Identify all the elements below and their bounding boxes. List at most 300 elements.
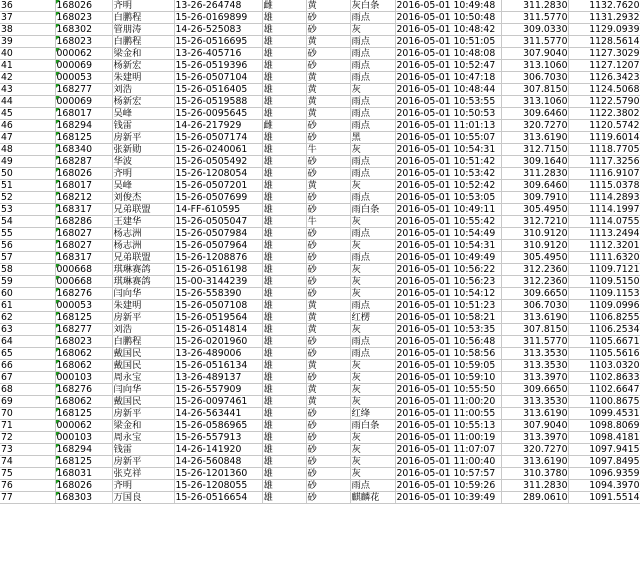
eye-color-cell[interactable]: 牛 bbox=[306, 144, 350, 156]
member-id-cell[interactable]: 168317 bbox=[55, 204, 112, 216]
owner-name-cell[interactable]: 房新平 bbox=[112, 132, 174, 144]
ring-number-cell[interactable]: 15-26-0516134 bbox=[174, 360, 262, 372]
owner-name-cell[interactable]: 刘浩 bbox=[112, 84, 174, 96]
ring-number-cell[interactable]: 15-26-1201360 bbox=[174, 468, 262, 480]
member-id-cell[interactable]: 168026 bbox=[55, 480, 112, 492]
arrival-time-cell[interactable]: 2016-05-01 10:48:42 bbox=[395, 24, 501, 36]
table-row[interactable] bbox=[0, 48, 640, 60]
speed-cell[interactable]: 1102.8633 bbox=[568, 372, 640, 384]
table-row[interactable] bbox=[0, 36, 640, 48]
speed-cell[interactable]: 1132.7620 bbox=[568, 0, 640, 12]
speed-cell[interactable]: 1120.5742 bbox=[568, 120, 640, 132]
arrival-time-cell[interactable]: 2016-05-01 10:55:50 bbox=[395, 384, 501, 396]
owner-name-cell[interactable]: 杨新宏 bbox=[112, 60, 174, 72]
feather-color-cell[interactable]: 雨点 bbox=[350, 192, 395, 204]
table-row[interactable] bbox=[0, 240, 640, 252]
ring-number-cell[interactable]: 13-26-489006 bbox=[174, 348, 262, 360]
speed-cell[interactable]: 1127.1207 bbox=[568, 60, 640, 72]
sex-cell[interactable]: 雄 bbox=[262, 396, 306, 408]
speed-cell[interactable]: 1097.8495 bbox=[568, 456, 640, 468]
ring-number-cell[interactable]: 14-FF-610595 bbox=[174, 204, 262, 216]
speed-cell[interactable]: 1114.1997 bbox=[568, 204, 640, 216]
rank-cell[interactable]: 36 bbox=[0, 0, 55, 12]
table-row[interactable] bbox=[0, 480, 640, 492]
distance-cell[interactable]: 309.1640 bbox=[501, 156, 568, 168]
owner-name-cell[interactable]: 闫向华 bbox=[112, 384, 174, 396]
speed-cell[interactable]: 1098.8069 bbox=[568, 420, 640, 432]
owner-name-cell[interactable]: 杨志洲 bbox=[112, 240, 174, 252]
member-id-cell[interactable]: 168294 bbox=[55, 444, 112, 456]
ring-number-cell[interactable]: 15-26-0514814 bbox=[174, 324, 262, 336]
table-row[interactable] bbox=[0, 348, 640, 360]
speed-cell[interactable]: 1112.3201 bbox=[568, 240, 640, 252]
arrival-time-cell[interactable]: 2016-05-01 10:47:18 bbox=[395, 72, 501, 84]
owner-name-cell[interactable]: 房新平 bbox=[112, 408, 174, 420]
distance-cell[interactable]: 289.0610 bbox=[501, 492, 568, 504]
distance-cell[interactable]: 305.4950 bbox=[501, 204, 568, 216]
rank-cell[interactable]: 61 bbox=[0, 300, 55, 312]
arrival-time-cell[interactable]: 2016-05-01 10:54:31 bbox=[395, 144, 501, 156]
rank-cell[interactable]: 74 bbox=[0, 456, 55, 468]
distance-cell[interactable]: 313.3530 bbox=[501, 396, 568, 408]
arrival-time-cell[interactable]: 2016-05-01 10:54:31 bbox=[395, 240, 501, 252]
member-id-cell[interactable]: 168026 bbox=[55, 168, 112, 180]
distance-cell[interactable]: 311.2830 bbox=[501, 480, 568, 492]
distance-cell[interactable]: 313.3530 bbox=[501, 348, 568, 360]
distance-cell[interactable]: 307.8150 bbox=[501, 84, 568, 96]
eye-color-cell[interactable]: 砂 bbox=[306, 492, 350, 504]
feather-color-cell[interactable]: 灰 bbox=[350, 180, 395, 192]
table-row[interactable] bbox=[0, 408, 640, 420]
arrival-time-cell[interactable]: 2016-05-01 11:00:55 bbox=[395, 408, 501, 420]
speed-cell[interactable]: 1116.9107 bbox=[568, 168, 640, 180]
distance-cell[interactable]: 307.9040 bbox=[501, 420, 568, 432]
distance-cell[interactable]: 309.6460 bbox=[501, 180, 568, 192]
distance-cell[interactable]: 311.5770 bbox=[501, 336, 568, 348]
owner-name-cell[interactable]: 周永宝 bbox=[112, 432, 174, 444]
table-row[interactable] bbox=[0, 180, 640, 192]
sex-cell[interactable]: 雄 bbox=[262, 384, 306, 396]
arrival-time-cell[interactable]: 2016-05-01 10:39:49 bbox=[395, 492, 501, 504]
rank-cell[interactable]: 48 bbox=[0, 144, 55, 156]
member-id-cell[interactable]: 168125 bbox=[55, 132, 112, 144]
table-row[interactable] bbox=[0, 276, 640, 288]
table-row[interactable] bbox=[0, 60, 640, 72]
rank-cell[interactable]: 51 bbox=[0, 180, 55, 192]
arrival-time-cell[interactable]: 2016-05-01 10:52:42 bbox=[395, 180, 501, 192]
owner-name-cell[interactable]: 闫向华 bbox=[112, 288, 174, 300]
speed-cell[interactable]: 1097.9415 bbox=[568, 444, 640, 456]
speed-cell[interactable]: 1109.7121 bbox=[568, 264, 640, 276]
eye-color-cell[interactable]: 砂 bbox=[306, 12, 350, 24]
eye-color-cell[interactable]: 砂 bbox=[306, 192, 350, 204]
member-id-cell[interactable]: 168023 bbox=[55, 12, 112, 24]
sex-cell[interactable]: 雄 bbox=[262, 420, 306, 432]
eye-color-cell[interactable]: 砂 bbox=[306, 48, 350, 60]
rank-cell[interactable]: 40 bbox=[0, 48, 55, 60]
rank-cell[interactable]: 58 bbox=[0, 264, 55, 276]
rank-cell[interactable]: 77 bbox=[0, 492, 55, 504]
distance-cell[interactable]: 309.6650 bbox=[501, 384, 568, 396]
eye-color-cell[interactable]: 砂 bbox=[306, 252, 350, 264]
distance-cell[interactable]: 313.3970 bbox=[501, 372, 568, 384]
eye-color-cell[interactable]: 砂 bbox=[306, 348, 350, 360]
rank-cell[interactable]: 50 bbox=[0, 168, 55, 180]
table-row[interactable] bbox=[0, 312, 640, 324]
owner-name-cell[interactable]: 杨新宏 bbox=[112, 96, 174, 108]
eye-color-cell[interactable]: 黄 bbox=[306, 36, 350, 48]
eye-color-cell[interactable]: 砂 bbox=[306, 156, 350, 168]
distance-cell[interactable]: 307.8150 bbox=[501, 324, 568, 336]
rank-cell[interactable]: 41 bbox=[0, 60, 55, 72]
rank-cell[interactable]: 65 bbox=[0, 348, 55, 360]
sex-cell[interactable]: 雄 bbox=[262, 72, 306, 84]
distance-cell[interactable]: 312.7210 bbox=[501, 216, 568, 228]
table-row[interactable] bbox=[0, 132, 640, 144]
owner-name-cell[interactable]: 刘俊杰 bbox=[112, 192, 174, 204]
feather-color-cell[interactable]: 灰 bbox=[350, 84, 395, 96]
arrival-time-cell[interactable]: 2016-05-01 10:54:49 bbox=[395, 228, 501, 240]
distance-cell[interactable]: 313.6190 bbox=[501, 312, 568, 324]
owner-name-cell[interactable]: 朱建明 bbox=[112, 72, 174, 84]
ring-number-cell[interactable]: 15-26-557913 bbox=[174, 432, 262, 444]
member-id-cell[interactable]: 000668 bbox=[55, 264, 112, 276]
feather-color-cell[interactable]: 灰 bbox=[350, 144, 395, 156]
member-id-cell[interactable]: 168212 bbox=[55, 192, 112, 204]
arrival-time-cell[interactable]: 2016-05-01 10:51:42 bbox=[395, 156, 501, 168]
feather-color-cell[interactable]: 麒麟花 bbox=[350, 492, 395, 504]
member-id-cell[interactable]: 168017 bbox=[55, 108, 112, 120]
owner-name-cell[interactable]: 兄弟联盟 bbox=[112, 204, 174, 216]
sex-cell[interactable]: 雄 bbox=[262, 36, 306, 48]
sex-cell[interactable]: 雄 bbox=[262, 492, 306, 504]
member-id-cell[interactable]: 168287 bbox=[55, 156, 112, 168]
sex-cell[interactable]: 雄 bbox=[262, 60, 306, 72]
arrival-time-cell[interactable]: 2016-05-01 10:52:47 bbox=[395, 60, 501, 72]
rank-cell[interactable]: 42 bbox=[0, 72, 55, 84]
speed-cell[interactable]: 1122.3802 bbox=[568, 108, 640, 120]
speed-cell[interactable]: 1111.6320 bbox=[568, 252, 640, 264]
speed-cell[interactable]: 1124.5068 bbox=[568, 84, 640, 96]
owner-name-cell[interactable]: 房新平 bbox=[112, 312, 174, 324]
owner-name-cell[interactable]: 白鹏程 bbox=[112, 336, 174, 348]
sex-cell[interactable]: 雄 bbox=[262, 144, 306, 156]
table-row[interactable] bbox=[0, 420, 640, 432]
arrival-time-cell[interactable]: 2016-05-01 11:00:20 bbox=[395, 396, 501, 408]
member-id-cell[interactable]: 000053 bbox=[55, 300, 112, 312]
eye-color-cell[interactable]: 砂 bbox=[306, 420, 350, 432]
ring-number-cell[interactable]: 15-26-0519588 bbox=[174, 96, 262, 108]
feather-color-cell[interactable]: 雨点 bbox=[350, 108, 395, 120]
rank-cell[interactable]: 63 bbox=[0, 324, 55, 336]
table-row[interactable] bbox=[0, 204, 640, 216]
owner-name-cell[interactable]: 杨志洲 bbox=[112, 228, 174, 240]
sex-cell[interactable]: 雄 bbox=[262, 300, 306, 312]
table-row[interactable] bbox=[0, 264, 640, 276]
member-id-cell[interactable]: 168031 bbox=[55, 468, 112, 480]
speed-cell[interactable]: 1098.4181 bbox=[568, 432, 640, 444]
table-row[interactable] bbox=[0, 24, 640, 36]
speed-cell[interactable]: 1109.5150 bbox=[568, 276, 640, 288]
table-row[interactable] bbox=[0, 0, 640, 12]
sex-cell[interactable]: 雄 bbox=[262, 216, 306, 228]
speed-cell[interactable]: 1105.5616 bbox=[568, 348, 640, 360]
sex-cell[interactable]: 雄 bbox=[262, 168, 306, 180]
ring-number-cell[interactable]: 15-26-0240061 bbox=[174, 144, 262, 156]
member-id-cell[interactable]: 168125 bbox=[55, 456, 112, 468]
speed-cell[interactable]: 1119.6014 bbox=[568, 132, 640, 144]
owner-name-cell[interactable]: 王建华 bbox=[112, 216, 174, 228]
rank-cell[interactable]: 70 bbox=[0, 408, 55, 420]
speed-cell[interactable]: 1094.3970 bbox=[568, 480, 640, 492]
member-id-cell[interactable]: 000062 bbox=[55, 420, 112, 432]
table-row[interactable] bbox=[0, 432, 640, 444]
eye-color-cell[interactable]: 砂 bbox=[306, 60, 350, 72]
feather-color-cell[interactable]: 雨点 bbox=[350, 96, 395, 108]
ring-number-cell[interactable]: 14-26-217929 bbox=[174, 120, 262, 132]
rank-cell[interactable]: 52 bbox=[0, 192, 55, 204]
distance-cell[interactable]: 310.9120 bbox=[501, 240, 568, 252]
speed-cell[interactable]: 1113.2494 bbox=[568, 228, 640, 240]
speed-cell[interactable]: 1117.3256 bbox=[568, 156, 640, 168]
sex-cell[interactable]: 雄 bbox=[262, 432, 306, 444]
feather-color-cell[interactable]: 灰白条 bbox=[350, 0, 395, 12]
feather-color-cell[interactable]: 灰 bbox=[350, 216, 395, 228]
member-id-cell[interactable]: 168340 bbox=[55, 144, 112, 156]
sex-cell[interactable]: 雄 bbox=[262, 132, 306, 144]
table-row[interactable] bbox=[0, 156, 640, 168]
owner-name-cell[interactable]: 钱雷 bbox=[112, 120, 174, 132]
ring-number-cell[interactable]: 15-26-0516654 bbox=[174, 492, 262, 504]
eye-color-cell[interactable]: 砂 bbox=[306, 372, 350, 384]
feather-color-cell[interactable]: 雨点 bbox=[350, 336, 395, 348]
feather-color-cell[interactable]: 灰 bbox=[350, 264, 395, 276]
owner-name-cell[interactable]: 吴峰 bbox=[112, 108, 174, 120]
distance-cell[interactable]: 313.1060 bbox=[501, 60, 568, 72]
member-id-cell[interactable]: 000062 bbox=[55, 48, 112, 60]
table-row[interactable] bbox=[0, 468, 640, 480]
table-row[interactable] bbox=[0, 252, 640, 264]
eye-color-cell[interactable]: 黄 bbox=[306, 396, 350, 408]
sex-cell[interactable]: 雄 bbox=[262, 12, 306, 24]
ring-number-cell[interactable]: 15-26-0516695 bbox=[174, 36, 262, 48]
ring-number-cell[interactable]: 15-26-0507104 bbox=[174, 72, 262, 84]
arrival-time-cell[interactable]: 2016-05-01 10:59:05 bbox=[395, 360, 501, 372]
table-row[interactable] bbox=[0, 72, 640, 84]
table-row[interactable] bbox=[0, 120, 640, 132]
eye-color-cell[interactable]: 砂 bbox=[306, 336, 350, 348]
speed-cell[interactable]: 1100.8675 bbox=[568, 396, 640, 408]
feather-color-cell[interactable]: 灰 bbox=[350, 372, 395, 384]
member-id-cell[interactable]: 168277 bbox=[55, 84, 112, 96]
sex-cell[interactable]: 雄 bbox=[262, 348, 306, 360]
arrival-time-cell[interactable]: 2016-05-01 10:55:13 bbox=[395, 420, 501, 432]
distance-cell[interactable]: 306.7030 bbox=[501, 300, 568, 312]
sex-cell[interactable]: 雄 bbox=[262, 336, 306, 348]
eye-color-cell[interactable]: 黄 bbox=[306, 0, 350, 12]
eye-color-cell[interactable]: 砂 bbox=[306, 276, 350, 288]
rank-cell[interactable]: 57 bbox=[0, 252, 55, 264]
speed-cell[interactable]: 1091.5514 bbox=[568, 492, 640, 504]
sex-cell[interactable]: 雄 bbox=[262, 24, 306, 36]
member-id-cell[interactable]: 168303 bbox=[55, 492, 112, 504]
rank-cell[interactable]: 53 bbox=[0, 204, 55, 216]
ring-number-cell[interactable]: 13-26-489137 bbox=[174, 372, 262, 384]
speed-cell[interactable]: 1106.8255 bbox=[568, 312, 640, 324]
table-row[interactable] bbox=[0, 12, 640, 24]
arrival-time-cell[interactable]: 2016-05-01 10:53:42 bbox=[395, 168, 501, 180]
table-row[interactable] bbox=[0, 144, 640, 156]
table-row[interactable] bbox=[0, 300, 640, 312]
feather-color-cell[interactable]: 雨点 bbox=[350, 72, 395, 84]
sex-cell[interactable]: 雄 bbox=[262, 288, 306, 300]
arrival-time-cell[interactable]: 2016-05-01 11:00:19 bbox=[395, 432, 501, 444]
ring-number-cell[interactable]: 15-26-0097461 bbox=[174, 396, 262, 408]
arrival-time-cell[interactable]: 2016-05-01 10:58:21 bbox=[395, 312, 501, 324]
speed-cell[interactable]: 1129.0939 bbox=[568, 24, 640, 36]
feather-color-cell[interactable]: 雨点 bbox=[350, 168, 395, 180]
feather-color-cell[interactable]: 灰 bbox=[350, 360, 395, 372]
distance-cell[interactable]: 310.3780 bbox=[501, 468, 568, 480]
ring-number-cell[interactable]: 15-26-0505047 bbox=[174, 216, 262, 228]
sex-cell[interactable]: 雄 bbox=[262, 180, 306, 192]
distance-cell[interactable]: 309.6460 bbox=[501, 108, 568, 120]
eye-color-cell[interactable]: 牛 bbox=[306, 216, 350, 228]
rank-cell[interactable]: 56 bbox=[0, 240, 55, 252]
ring-number-cell[interactable]: 15-26-1208054 bbox=[174, 168, 262, 180]
sex-cell[interactable]: 雄 bbox=[262, 204, 306, 216]
arrival-time-cell[interactable]: 2016-05-01 10:49:49 bbox=[395, 252, 501, 264]
owner-name-cell[interactable]: 戴国民 bbox=[112, 360, 174, 372]
distance-cell[interactable]: 309.6650 bbox=[501, 288, 568, 300]
owner-name-cell[interactable]: 兄弟联盟 bbox=[112, 252, 174, 264]
sex-cell[interactable]: 雄 bbox=[262, 264, 306, 276]
eye-color-cell[interactable]: 砂 bbox=[306, 264, 350, 276]
sex-cell[interactable]: 雄 bbox=[262, 84, 306, 96]
owner-name-cell[interactable]: 钱雷 bbox=[112, 444, 174, 456]
feather-color-cell[interactable]: 雨点 bbox=[350, 156, 395, 168]
sex-cell[interactable]: 雄 bbox=[262, 372, 306, 384]
member-id-cell[interactable]: 168027 bbox=[55, 240, 112, 252]
distance-cell[interactable]: 306.7030 bbox=[501, 72, 568, 84]
ring-number-cell[interactable]: 15-26-0516405 bbox=[174, 84, 262, 96]
rank-cell[interactable]: 44 bbox=[0, 96, 55, 108]
ring-number-cell[interactable]: 13-26-405716 bbox=[174, 48, 262, 60]
eye-color-cell[interactable]: 黄 bbox=[306, 384, 350, 396]
eye-color-cell[interactable]: 砂 bbox=[306, 480, 350, 492]
ring-number-cell[interactable]: 15-26-0169899 bbox=[174, 12, 262, 24]
member-id-cell[interactable]: 168026 bbox=[55, 0, 112, 12]
ring-number-cell[interactable]: 15-26-1208055 bbox=[174, 480, 262, 492]
feather-color-cell[interactable]: 雨点 bbox=[350, 36, 395, 48]
ring-number-cell[interactable]: 15-26-0519564 bbox=[174, 312, 262, 324]
ring-number-cell[interactable]: 14-26-560848 bbox=[174, 456, 262, 468]
ring-number-cell[interactable]: 15-00-3144239 bbox=[174, 276, 262, 288]
sex-cell[interactable]: 雄 bbox=[262, 480, 306, 492]
table-row[interactable] bbox=[0, 216, 640, 228]
ring-number-cell[interactable]: 15-26-0507699 bbox=[174, 192, 262, 204]
member-id-cell[interactable]: 168125 bbox=[55, 408, 112, 420]
owner-name-cell[interactable]: 白鹏程 bbox=[112, 36, 174, 48]
owner-name-cell[interactable]: 琪琳赛鸽 bbox=[112, 264, 174, 276]
arrival-time-cell[interactable]: 2016-05-01 10:53:35 bbox=[395, 324, 501, 336]
ring-number-cell[interactable]: 15-26-0095645 bbox=[174, 108, 262, 120]
sex-cell[interactable]: 雄 bbox=[262, 192, 306, 204]
ring-number-cell[interactable]: 15-26-0201960 bbox=[174, 336, 262, 348]
ring-number-cell[interactable]: 14-26-525083 bbox=[174, 24, 262, 36]
distance-cell[interactable]: 312.7150 bbox=[501, 144, 568, 156]
feather-color-cell[interactable]: 灰 bbox=[350, 24, 395, 36]
feather-color-cell[interactable]: 雨白条 bbox=[350, 420, 395, 432]
owner-name-cell[interactable]: 齐明 bbox=[112, 0, 174, 12]
member-id-cell[interactable]: 168294 bbox=[55, 120, 112, 132]
distance-cell[interactable]: 311.2830 bbox=[501, 0, 568, 12]
arrival-time-cell[interactable]: 2016-05-01 10:55:42 bbox=[395, 216, 501, 228]
rank-cell[interactable]: 39 bbox=[0, 36, 55, 48]
arrival-time-cell[interactable]: 2016-05-01 10:48:44 bbox=[395, 84, 501, 96]
ring-number-cell[interactable]: 15-26-0507174 bbox=[174, 132, 262, 144]
rank-cell[interactable]: 76 bbox=[0, 480, 55, 492]
rank-cell[interactable]: 46 bbox=[0, 120, 55, 132]
ring-number-cell[interactable]: 15-26-0519396 bbox=[174, 60, 262, 72]
speed-cell[interactable]: 1128.5614 bbox=[568, 36, 640, 48]
member-id-cell[interactable]: 168027 bbox=[55, 228, 112, 240]
distance-cell[interactable]: 309.7910 bbox=[501, 192, 568, 204]
arrival-time-cell[interactable]: 2016-05-01 10:49:11 bbox=[395, 204, 501, 216]
table-row[interactable] bbox=[0, 108, 640, 120]
member-id-cell[interactable]: 168062 bbox=[55, 348, 112, 360]
speed-cell[interactable]: 1115.0378 bbox=[568, 180, 640, 192]
arrival-time-cell[interactable]: 2016-05-01 11:07:07 bbox=[395, 444, 501, 456]
speed-cell[interactable]: 1109.0996 bbox=[568, 300, 640, 312]
eye-color-cell[interactable]: 砂 bbox=[306, 444, 350, 456]
distance-cell[interactable]: 313.3970 bbox=[501, 432, 568, 444]
sex-cell[interactable]: 雄 bbox=[262, 252, 306, 264]
member-id-cell[interactable]: 168062 bbox=[55, 396, 112, 408]
ring-number-cell[interactable]: 15-26-0507108 bbox=[174, 300, 262, 312]
rank-cell[interactable]: 59 bbox=[0, 276, 55, 288]
sex-cell[interactable]: 雄 bbox=[262, 456, 306, 468]
eye-color-cell[interactable]: 黄 bbox=[306, 84, 350, 96]
table-row[interactable] bbox=[0, 168, 640, 180]
rank-cell[interactable]: 71 bbox=[0, 420, 55, 432]
rank-cell[interactable]: 60 bbox=[0, 288, 55, 300]
ring-number-cell[interactable]: 14-26-141920 bbox=[174, 444, 262, 456]
member-id-cell[interactable]: 000103 bbox=[55, 372, 112, 384]
distance-cell[interactable]: 313.6190 bbox=[501, 456, 568, 468]
member-id-cell[interactable]: 168276 bbox=[55, 288, 112, 300]
ring-number-cell[interactable]: 14-26-563441 bbox=[174, 408, 262, 420]
eye-color-cell[interactable]: 砂 bbox=[306, 120, 350, 132]
eye-color-cell[interactable]: 砂 bbox=[306, 240, 350, 252]
table-row[interactable] bbox=[0, 84, 640, 96]
speed-cell[interactable]: 1106.2534 bbox=[568, 324, 640, 336]
owner-name-cell[interactable]: 戴国民 bbox=[112, 396, 174, 408]
owner-name-cell[interactable]: 万国良 bbox=[112, 492, 174, 504]
owner-name-cell[interactable]: 周永宝 bbox=[112, 372, 174, 384]
rank-cell[interactable]: 45 bbox=[0, 108, 55, 120]
eye-color-cell[interactable]: 黄 bbox=[306, 96, 350, 108]
distance-cell[interactable]: 310.9120 bbox=[501, 228, 568, 240]
arrival-time-cell[interactable]: 2016-05-01 10:51:05 bbox=[395, 36, 501, 48]
sex-cell[interactable]: 雄 bbox=[262, 108, 306, 120]
feather-color-cell[interactable]: 灰 bbox=[350, 444, 395, 456]
feather-color-cell[interactable]: 灰 bbox=[350, 288, 395, 300]
speed-cell[interactable]: 1109.1153 bbox=[568, 288, 640, 300]
feather-color-cell[interactable]: 雨点 bbox=[350, 60, 395, 72]
rank-cell[interactable]: 66 bbox=[0, 360, 55, 372]
owner-name-cell[interactable]: 朱建明 bbox=[112, 300, 174, 312]
